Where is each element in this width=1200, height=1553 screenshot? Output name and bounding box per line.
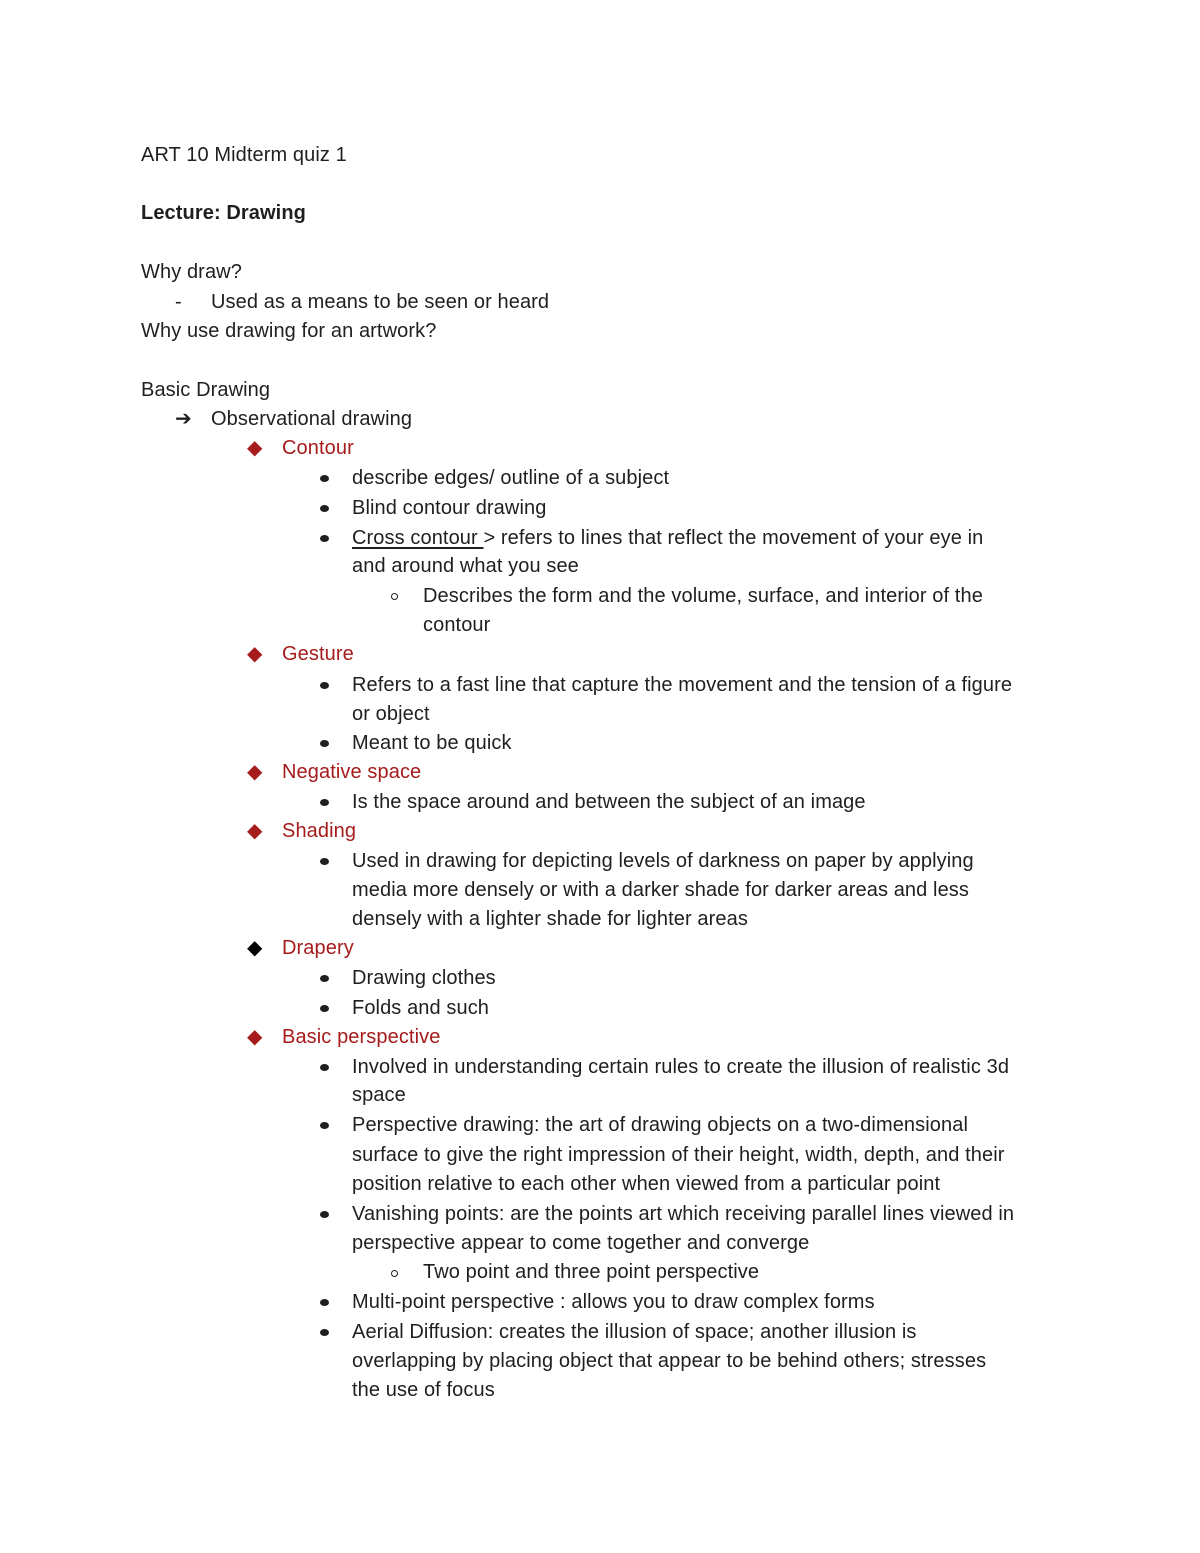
bullet-dot-icon xyxy=(320,975,329,982)
contour-sub-bullet-line-1: Describes the form and the volume, surface, and interior of the xyxy=(423,585,983,607)
diamond-bullet-icon: ◆ xyxy=(247,820,263,842)
bullet-dot-icon xyxy=(320,799,329,806)
gesture-bullet-1-line-1: Refers to a fast line that capture the movement and the tension of a figure xyxy=(352,674,1013,696)
dash-bullet: - xyxy=(175,291,182,313)
shading-bullet-1-line-3: densely with a lighter shade for lighter areas xyxy=(352,908,748,930)
bullet-dot-icon xyxy=(320,1329,329,1336)
drapery-heading: Drapery xyxy=(282,937,354,959)
drapery-bullet-2: Folds and such xyxy=(352,997,490,1019)
bullet-dot-icon xyxy=(320,535,329,542)
perspective-bullet-5-line-2: overlapping by placing object that appear to be behind others; stresses xyxy=(352,1350,987,1372)
arrow-bullet-icon: ➔ xyxy=(175,408,192,430)
gesture-bullet-2: Meant to be quick xyxy=(352,732,512,754)
hollow-bullet-icon xyxy=(391,1270,398,1277)
shading-bullet-1-line-1: Used in drawing for depicting levels of darkness on paper by applying xyxy=(352,850,974,872)
bullet-dot-icon xyxy=(320,1064,329,1071)
bullet-dot-icon xyxy=(320,475,329,482)
question-why-draw: Why draw? xyxy=(141,261,242,283)
bullet-dot-icon xyxy=(320,682,329,689)
perspective-bullet-1-line-2: space xyxy=(352,1084,406,1106)
gesture-heading: Gesture xyxy=(282,643,354,665)
perspective-bullet-1-line-1: Involved in understanding certain rules to create the illusion of realistic 3d xyxy=(352,1056,1010,1078)
contour-bullet-1: describe edges/ outline of a subject xyxy=(352,467,670,489)
bullet-dot-icon xyxy=(320,1211,329,1218)
basic-drawing-heading: Basic Drawing xyxy=(141,379,271,401)
perspective-bullet-5-line-3: the use of focus xyxy=(352,1379,495,1401)
diamond-bullet-icon: ◆ xyxy=(247,437,263,459)
perspective-bullet-2-line-1: Perspective drawing: the art of drawing objects on a two-dimensional xyxy=(352,1114,969,1136)
bullet-dot-icon xyxy=(320,1005,329,1012)
contour-heading: Contour xyxy=(282,437,354,459)
contour-bullet-3-cont: and around what you see xyxy=(352,555,579,577)
contour-bullet-3 xyxy=(352,526,983,550)
drapery-bullet-1: Drawing clothes xyxy=(352,967,496,989)
perspective-bullet-3-line-1: Vanishing points: are the points art which receiving parallel lines viewed in xyxy=(352,1203,1015,1225)
diamond-bullet-icon: ◆ xyxy=(247,937,263,959)
lecture-heading: Lecture: Drawing xyxy=(141,202,306,224)
gesture-bullet-1-line-2: or object xyxy=(352,703,430,725)
diamond-bullet-icon: ◆ xyxy=(247,761,263,783)
diamond-bullet-icon: ◆ xyxy=(247,643,263,665)
perspective-sub-bullet: Two point and three point perspective xyxy=(423,1261,760,1283)
perspective-bullet-2-line-3: position relative to each other when viewed from a particular point xyxy=(352,1173,941,1195)
contour-sub-bullet-line-2: contour xyxy=(423,614,491,636)
bullet-dot-icon xyxy=(320,1299,329,1306)
perspective-bullet-2-line-2: surface to give the right impression of their height, width, depth, and their xyxy=(352,1144,1005,1166)
cross-contour-term: Cross contour xyxy=(352,527,484,549)
bullet-dot-icon xyxy=(320,1122,329,1129)
cross-contour-definition: > refers to lines that reflect the movement of your eye in xyxy=(483,527,984,549)
bullet-dot-icon xyxy=(320,505,329,512)
shading-bullet-1-line-2: media more densely or with a darker shade for darker areas and less xyxy=(352,879,970,901)
bullet-dot-icon xyxy=(320,858,329,865)
shading-heading: Shading xyxy=(282,820,357,842)
contour-bullet-2: Blind contour drawing xyxy=(352,497,547,519)
basic-perspective-heading: Basic perspective xyxy=(282,1026,441,1048)
hollow-bullet-icon xyxy=(391,593,398,600)
doc-title: ART 10 Midterm quiz 1 xyxy=(141,144,347,166)
observational-drawing-item: Observational drawing xyxy=(211,408,413,430)
negative-space-heading: Negative space xyxy=(282,761,422,783)
question-why-use: Why use drawing for an artwork? xyxy=(141,320,437,342)
diamond-bullet-icon: ◆ xyxy=(247,1026,263,1048)
negative-space-bullet-1: Is the space around and between the subject of an image xyxy=(352,791,866,813)
perspective-bullet-5-line-1: Aerial Diffusion: creates the illusion of space; another illusion is xyxy=(352,1321,917,1343)
perspective-bullet-4: Multi-point perspective : allows you to draw complex forms xyxy=(352,1291,875,1313)
answer-why-draw: Used as a means to be seen or heard xyxy=(211,291,550,313)
bullet-dot-icon xyxy=(320,740,329,747)
perspective-bullet-3-line-2: perspective appear to come together and converge xyxy=(352,1232,810,1254)
